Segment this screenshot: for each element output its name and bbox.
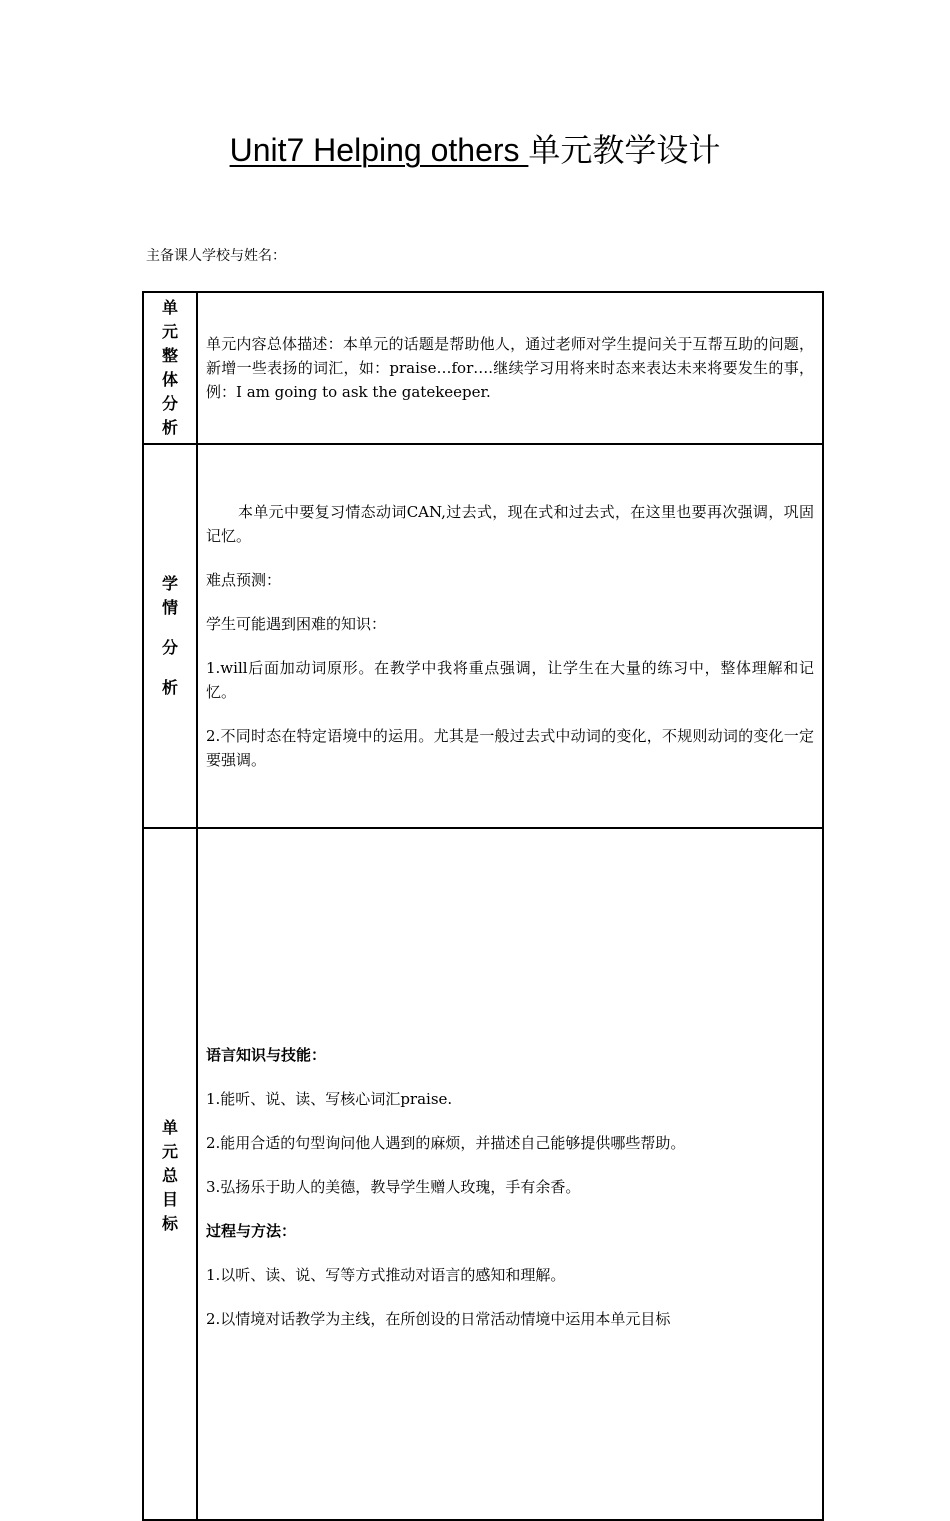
title-english: Unit7 Helping others [229,132,529,168]
label-char: 目 [161,1190,178,1209]
title-chinese: 单元教学设计 [528,131,721,169]
section-label-learner-analysis [143,444,197,828]
preparer-label: 主备课人学校与姓名： [146,248,286,264]
label-char: 析 [161,418,178,437]
goal-item: 2.能用合适的句型询问他人遇到的麻烦，并描述自己能够提供哪些帮助。 [206,1134,686,1152]
table-row [143,444,823,828]
document-title [0,128,950,172]
process-item: 1.以听、读、说、写等方式推动对语言的感知和理解。 [206,1266,566,1284]
label-char: 分 [161,394,178,413]
goals-heading-process: 过程与方法： [206,1222,297,1240]
section-content-learner-analysis [197,444,823,828]
section-content-unit-goals [197,828,823,1520]
difficulty-heading: 难点预测： [206,571,282,589]
review-paragraph: 本单元中要复习情态动词CAN,过去式，现在式和过去式，在这里也要再次强调，巩固记忆。 [206,503,814,545]
difficulty-item-2: 2.不同时态在特定语境中的运用。尤其是一般过去式中动词的变化，不规则动词的变化一定要强调。 [206,727,814,769]
unit-description: 单元内容总体描述：本单元的话题是帮助他人，通过老师对学生提问关于互帮互助的问题，新增一些表扬的词汇，如：praise…for….继续学习用将来时态来表达未来将要发生的事，例：I am going to ask the gatekeeper. [206,335,814,401]
section-label-unit-goals [143,828,197,1520]
label-char: 体 [161,370,178,389]
label-char: 单 [161,298,178,317]
label-char: 析 [161,678,178,697]
section-label-unit-analysis [143,292,197,444]
label-char: 分 [161,638,178,657]
goal-item: 1.能听、说、读、写核心词汇praise. [206,1090,453,1108]
label-char: 元 [161,1142,178,1161]
difficulty-item-1: 1.will后面加动词原形。在教学中我将重点强调，让学生在大量的练习中，整体理解和记忆。 [206,659,814,701]
label-char: 总 [161,1166,178,1185]
label-char: 学 [161,574,178,593]
goals-heading-knowledge: 语言知识与技能： [206,1046,327,1064]
section-content-unit-analysis [197,292,823,444]
difficulty-intro: 学生可能遇到困难的知识： [206,615,387,633]
label-char: 情 [161,598,178,617]
table-row [143,828,823,1520]
process-item: 2.以情境对话教学为主线，在所创设的日常活动情境中运用本单元目标 [206,1310,671,1328]
label-char: 标 [161,1214,178,1233]
label-char: 元 [161,322,178,341]
table-row [143,292,823,444]
label-char: 单 [161,1118,178,1137]
unit-plan-table [142,291,824,1521]
goal-item: 3.弘扬乐于助人的美德，教导学生赠人玫瑰，手有余香。 [206,1178,581,1196]
label-char: 整 [161,346,178,365]
